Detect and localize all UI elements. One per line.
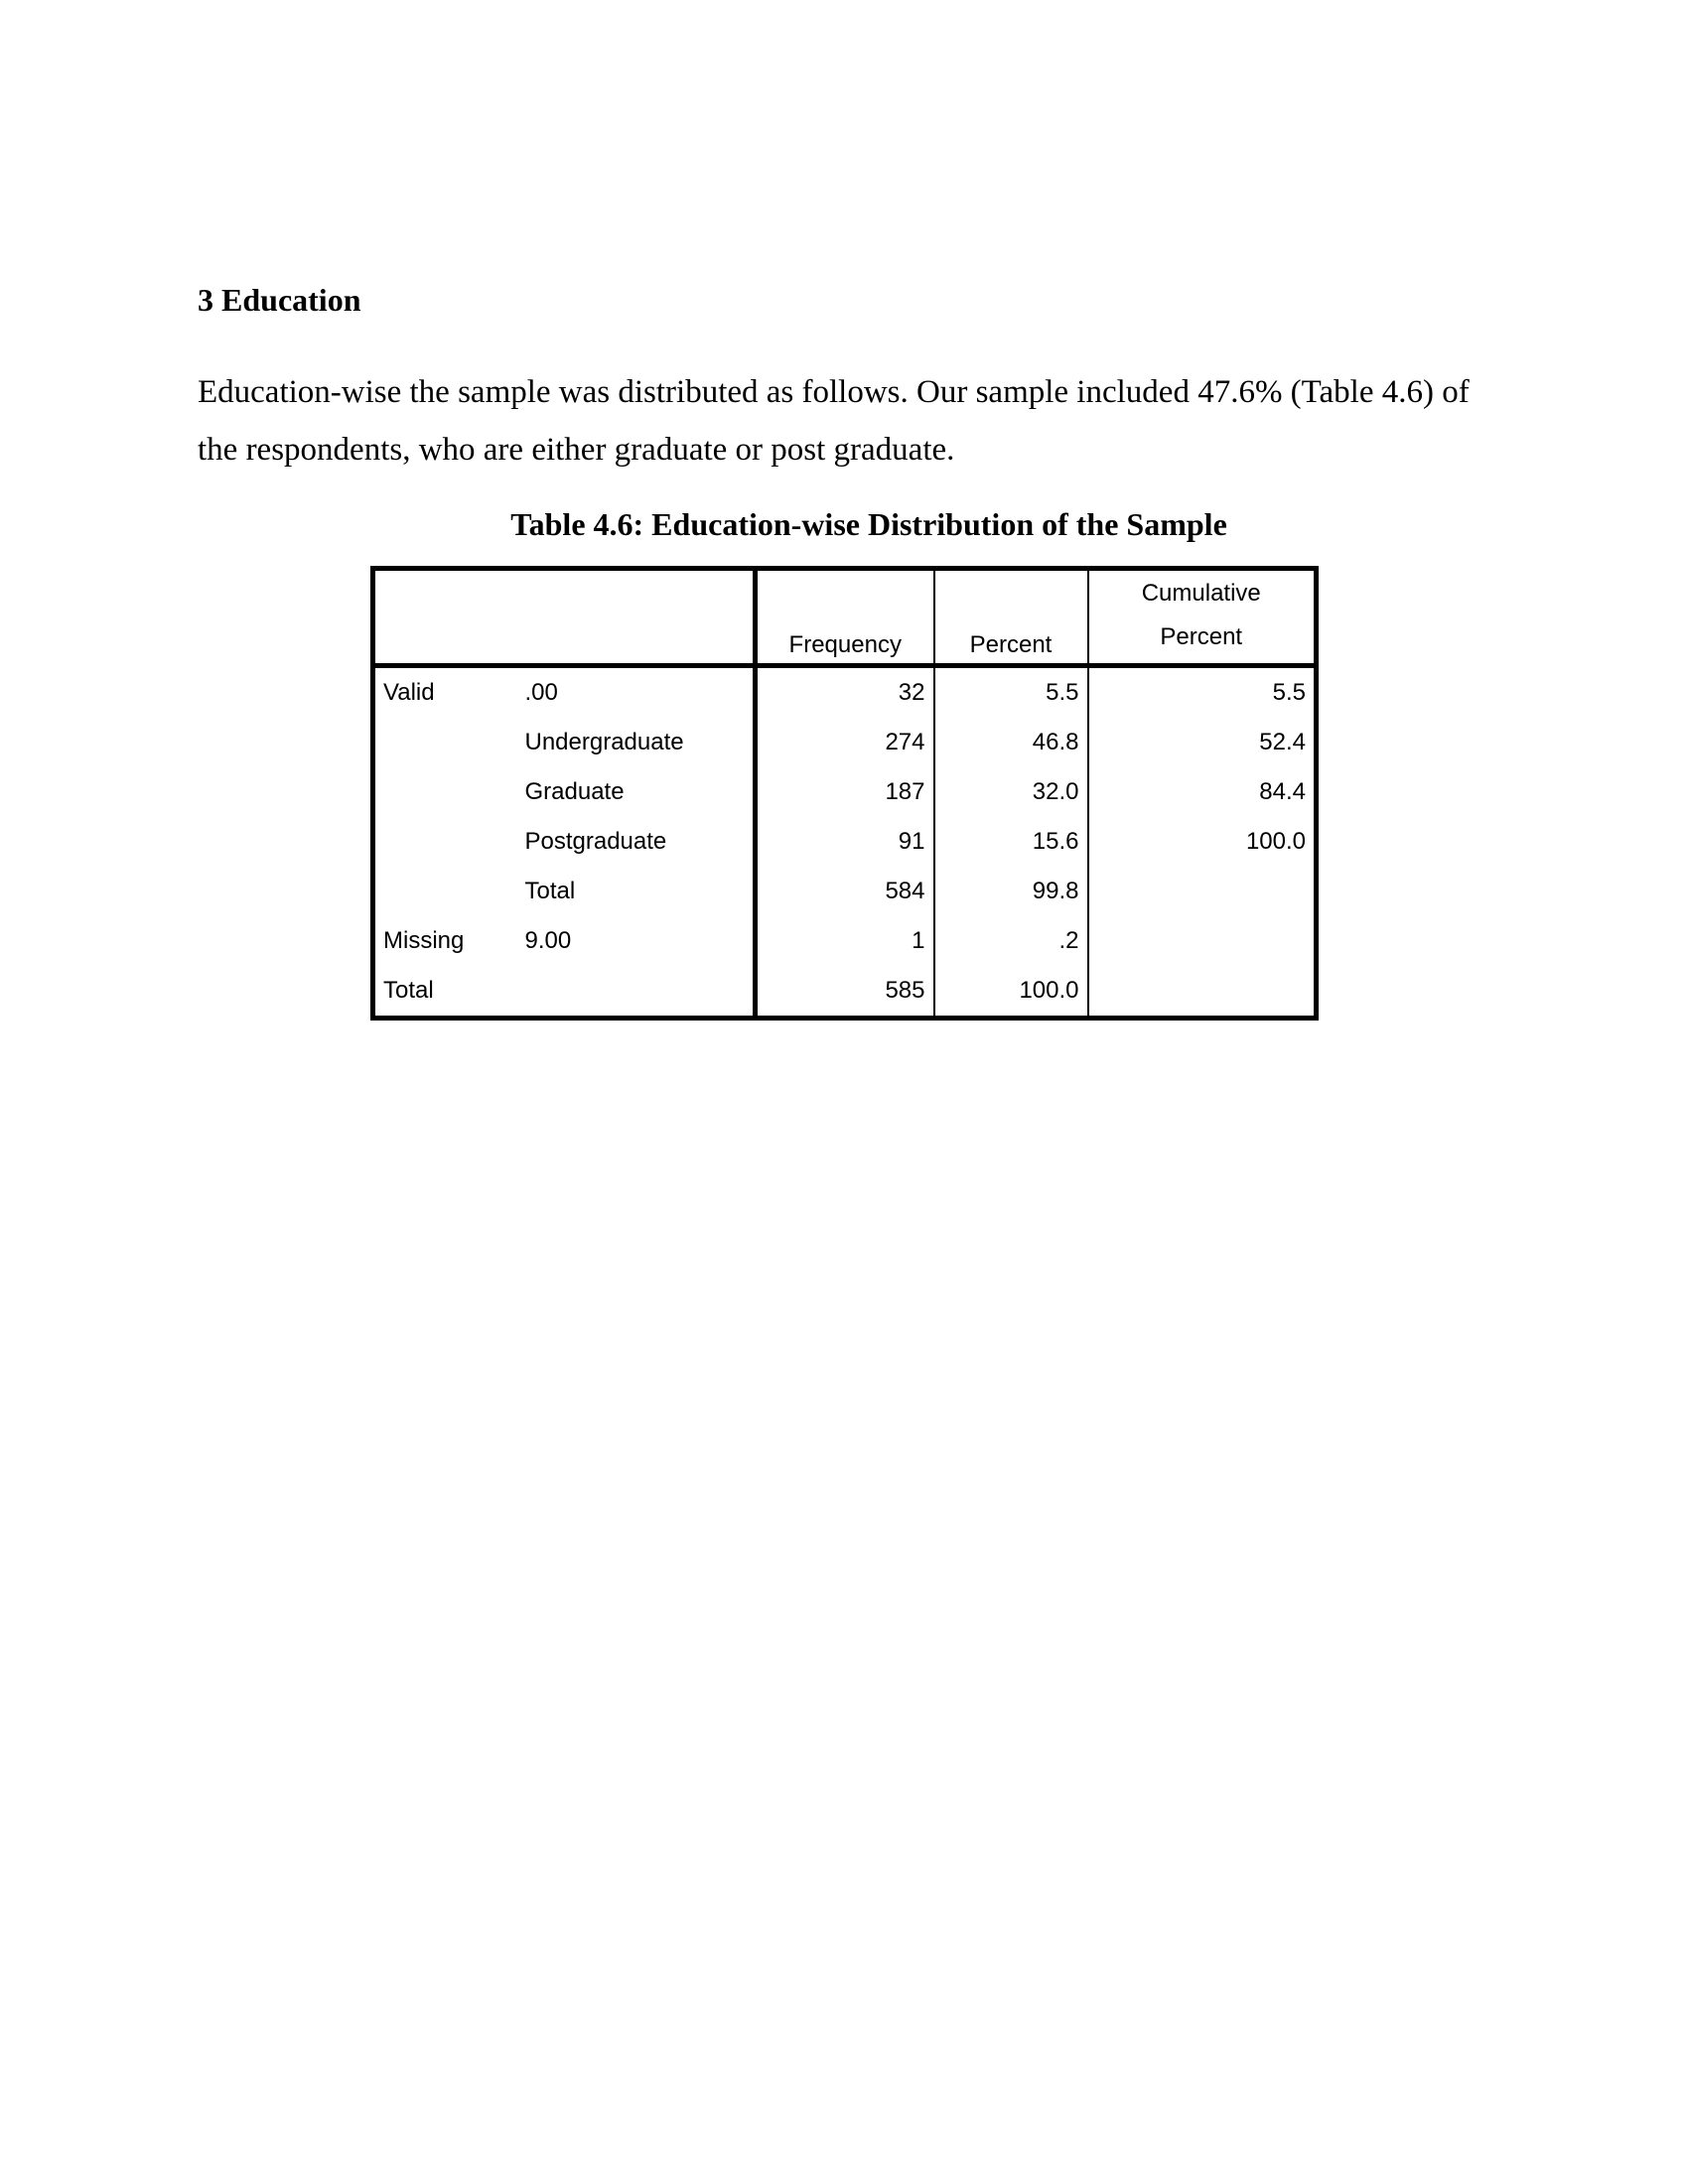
table-row: [373, 916, 1317, 966]
row-label: Graduate: [517, 767, 756, 817]
row-cumulative: [1088, 867, 1317, 916]
row-percent: .2: [934, 916, 1088, 966]
frequency-table: [370, 566, 1319, 1021]
row-group: Total: [383, 977, 434, 1004]
header-label-cell: [517, 569, 756, 666]
row-percent: 100.0: [934, 966, 1088, 1019]
paragraph-line-1: Education-wise the sample was distributed as follows. Our sample included 47.6% (Table 4.6) of: [198, 374, 1470, 410]
row-group: Valid: [383, 679, 435, 706]
row-cumulative: [1088, 916, 1317, 966]
row-frequency: 32: [756, 666, 934, 719]
row-percent: 32.0: [934, 767, 1088, 817]
row-percent: 5.5: [934, 666, 1088, 719]
table-caption: Table 4.6: Education-wise Distribution of the Sample: [510, 506, 1227, 542]
header-frequency: Frequency: [756, 569, 934, 666]
row-group: Missing: [383, 927, 465, 954]
row-frequency: 585: [756, 966, 934, 1019]
body-paragraph: [198, 363, 1508, 478]
table-row: [373, 966, 1317, 1019]
row-label: Undergraduate: [517, 718, 756, 767]
row-label: [517, 966, 756, 1019]
table-row: [373, 666, 1317, 719]
section-heading: 3 Education: [198, 282, 361, 318]
table-header-row: [373, 569, 1317, 666]
row-percent: 46.8: [934, 718, 1088, 767]
row-label: Total: [517, 867, 756, 916]
row-frequency: 187: [756, 767, 934, 817]
header-cumulative-line-2: Percent: [1160, 623, 1243, 650]
row-label: Postgraduate: [517, 817, 756, 867]
header-group-cell: [373, 569, 517, 666]
row-frequency: 274: [756, 718, 934, 767]
row-cumulative: [1088, 966, 1317, 1019]
row-cumulative: 52.4: [1259, 729, 1306, 755]
header-percent: Percent: [934, 569, 1088, 666]
row-label: 9.00: [517, 916, 756, 966]
paragraph-line-2: the respondents, who are either graduate or post graduate.: [198, 432, 955, 468]
row-cumulative: 100.0: [1245, 828, 1306, 855]
row-cumulative: 84.4: [1259, 778, 1306, 805]
header-cumulative-percent: [1088, 569, 1317, 666]
table-row: [373, 718, 1317, 767]
row-frequency: 1: [756, 916, 934, 966]
row-cumulative: 5.5: [1272, 679, 1306, 706]
row-frequency: 91: [756, 817, 934, 867]
row-frequency: 584: [756, 867, 934, 916]
table-row: [373, 817, 1317, 867]
row-percent: 15.6: [934, 817, 1088, 867]
row-percent: 99.8: [934, 867, 1088, 916]
row-label: .00: [517, 666, 756, 719]
table-row: [373, 767, 1317, 817]
row-group: [373, 718, 517, 767]
header-cumulative-line-1: Cumulative: [1141, 580, 1261, 607]
row-group: [373, 867, 517, 916]
row-group: [373, 767, 517, 817]
row-group: [373, 817, 517, 867]
table-row: [373, 867, 1317, 916]
